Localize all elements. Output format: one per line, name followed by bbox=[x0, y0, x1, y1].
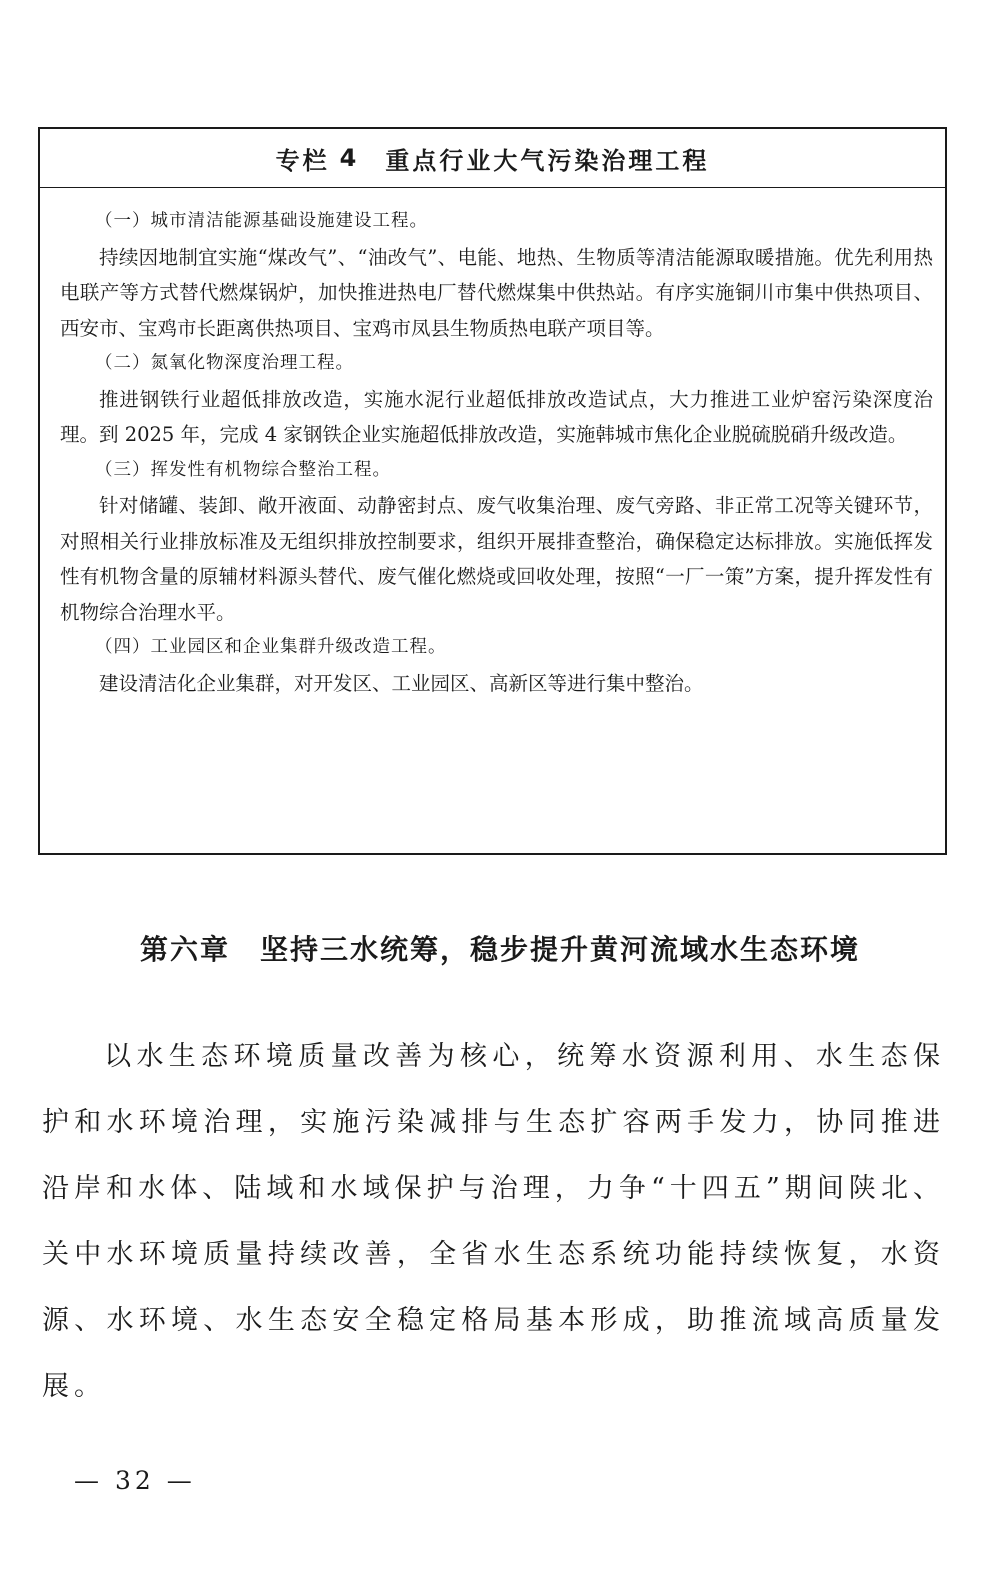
column-title-number: 4 bbox=[339, 144, 360, 172]
section-body: 持续因地制宜实施“煤改气”、“油改气”、电能、地热、生物质等清洁能源取暖措施。优先利用热电联产等方式替代燃煤锅炉，加快推进热电厂替代燃煤集中供热站。有序实施铜川市集中供热项目、西安市、宝鸡市长距离供热项目、宝鸡市凤县生物质热电联产项目等。 bbox=[60, 245, 933, 340]
chapter-number: 第六章 bbox=[139, 933, 230, 966]
section-heading: （一）城市清洁能源基础设施建设工程。 bbox=[95, 211, 428, 231]
column-title-text: 重点行业大气污染治理工程 bbox=[385, 146, 710, 175]
section-heading: （三）挥发性有机物综合整治工程。 bbox=[95, 459, 391, 480]
column-body bbox=[40, 188, 945, 701]
section-body: 建设清洁化企业集群，对开发区、工业园区、高新区等进行集中整治。 bbox=[99, 671, 704, 695]
page-number: — 32 — bbox=[74, 1466, 196, 1495]
section-body: 针对储罐、装卸、敞开液面、动静密封点、废气收集治理、废气旁路、非正常工况等关键环节，对照相关行业排放标准及无组织排放控制要求，组织开展排查整治，确保稳定达标排放。实施低挥发性有机物含量的原辅材料源头替代、废气催化燃烧或回收处理，按照“一厂一策”方案，提升挥发性有机物综合治理水平。 bbox=[60, 494, 933, 624]
column-title-prefix: 专栏 bbox=[275, 146, 330, 175]
chapter-title: 坚持三水统筹，稳步提升黄河流域水生态环境 bbox=[260, 933, 861, 966]
feature-column-box bbox=[38, 127, 947, 855]
section-heading: （二）氮氧化物深度治理工程。 bbox=[95, 353, 354, 373]
section-body: 推进钢铁行业超低排放改造，实施水泥行业超低排放改造试点，大力推进工业炉窑污染深度治理。到 2025 年，完成 4 家钢铁企业实施超低排放改造，实施韩城市焦化企业脱硫脱硝升级改造。 bbox=[60, 387, 933, 446]
section-heading: （四）工业园区和企业集群升级改造工程。 bbox=[95, 637, 447, 657]
chapter-heading bbox=[0, 928, 1000, 968]
column-title bbox=[40, 129, 945, 188]
chapter-intro-paragraph: 以水生态环境质量改善为核心，统筹水资源利用、水生态保护和水环境治理，实施污染减排与生态扩容两手发力，协同推进沿岸和水体、陆域和水域保护与治理，力争“十四五”期间陕北、关中水环境质量持续改善，全省水生态系统功能持续恢复，水资源、水环境、水生态安全稳定格局基本形成，助推流域高质量发展。 bbox=[42, 1041, 945, 1402]
